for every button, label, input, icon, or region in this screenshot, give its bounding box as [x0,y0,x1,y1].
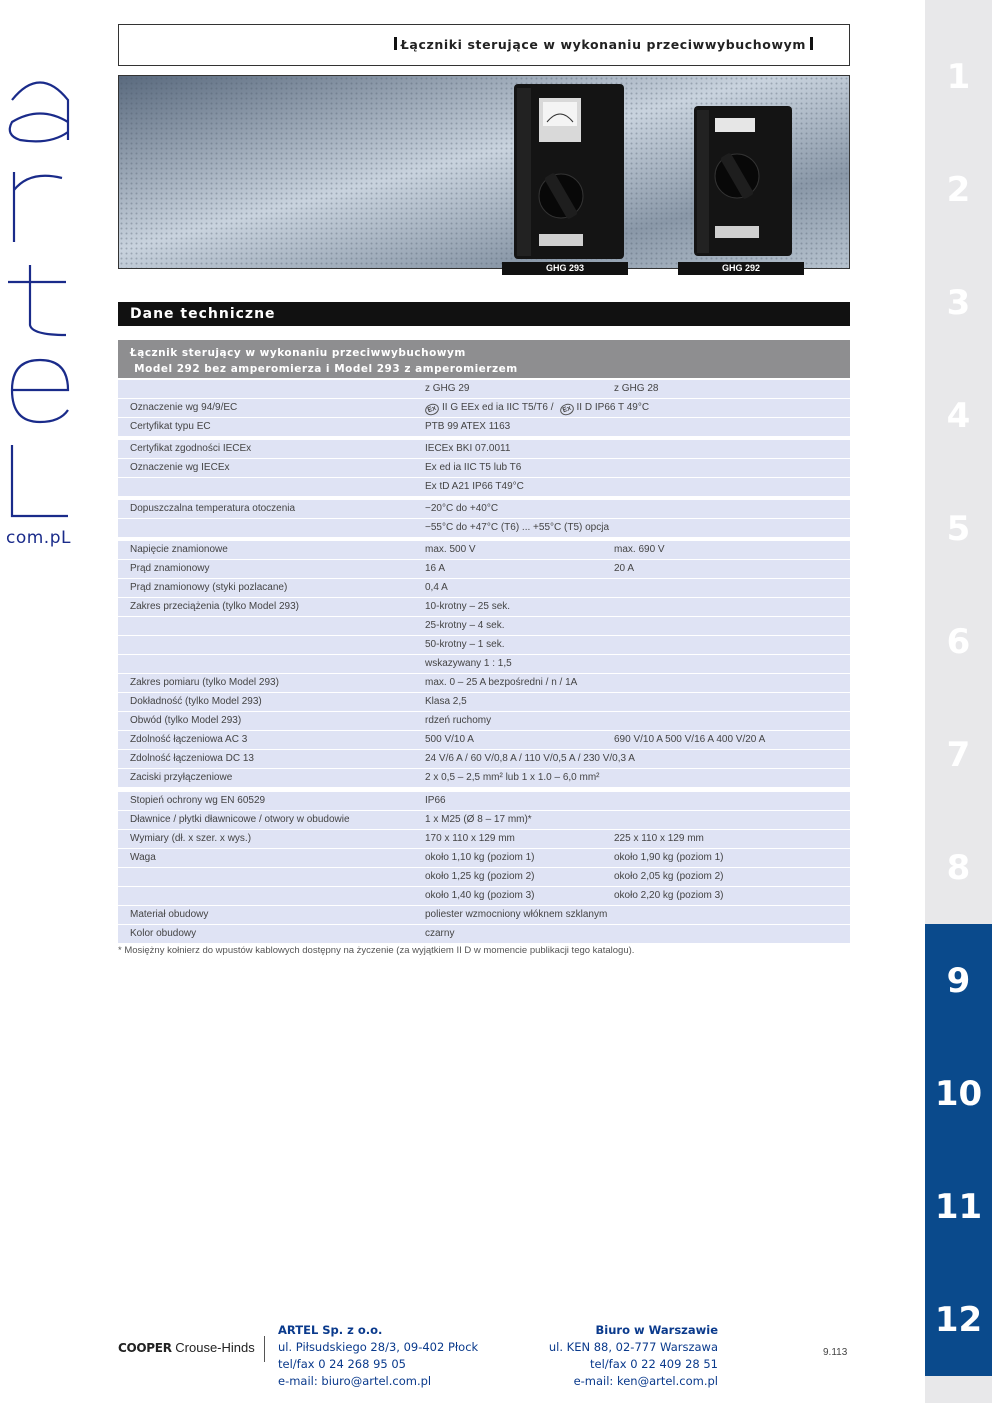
cooper-logo [118,1340,255,1355]
chapter-tabs [925,0,992,1403]
row-value-primary: 24 V/6 A / 60 V/0,8 A / 110 V/0,5 A / 230 V/0,3 A [425,753,635,764]
table-row [118,519,850,537]
row-value-secondary: z GHG 28 [614,383,659,394]
chapter-tab-3[interactable]: 3 [946,282,971,323]
table-header [118,340,850,378]
table-row [118,478,850,496]
table-row [118,750,850,768]
row-value-primary: około 1,10 kg (poziom 1) [425,852,535,863]
page-number: 9.113 [823,1347,848,1358]
address-warszawa-street: ul. KEN 88, 02-777 Warszawa [548,1340,718,1354]
row-label: Dławnice / płytki dławnicowe / otwory w obudowie [130,814,350,825]
row-value-primary: −55°C do +47°C (T6) ... +55°C (T5) opcja [425,522,610,533]
row-value-primary: 10-krotny – 25 sek. [425,601,511,612]
table-row [118,440,850,458]
table-row [118,693,850,711]
table-row [118,849,850,867]
address-warszawa-title: Biuro w Warszawie [595,1323,718,1337]
table-row [118,792,850,810]
table-row [118,579,850,597]
address-plock-street: ul. Piłsudskiego 28/3, 09-402 Płock [278,1340,479,1354]
row-value-primary: 25-krotny – 4 sek. [425,620,505,631]
row-value-primary: 170 x 110 x 129 mm [425,833,515,844]
row-value-secondary: max. 690 V [614,544,665,555]
row-label: Zakres przeciążenia (tylko Model 293) [130,601,299,612]
chapter-tab-7[interactable]: 7 [946,734,971,775]
row-label: Napięcie znamionowe [130,544,228,555]
table-row [118,712,850,730]
row-label: Certyfikat typu EC [130,421,211,432]
product-photo [119,76,850,269]
address-plock-title: ARTEL Sp. z o.o. [278,1323,383,1337]
chapter-tab-12[interactable]: 12 [925,1263,992,1376]
row-label: Prąd znamionowy (styki pozlacane) [130,582,288,593]
header-title-text: Łączniki sterujące w wykonaniu przeciwwybuchowym [400,37,806,52]
row-value-primary: 2 x 0,5 – 2,5 mm² lub 1 x 1.0 – 6,0 mm² [425,772,600,783]
row-value-primary: 500 V/10 A [425,734,474,745]
row-label: Dokładność (tylko Model 293) [130,696,262,707]
table-row [118,868,850,886]
row-value-secondary: około 2,20 kg (poziom 3) [614,890,724,901]
row-value-secondary: około 1,90 kg (poziom 1) [614,852,724,863]
row-value-primary: czarny [425,928,455,939]
row-value-primary [425,399,649,417]
chapter-tab-4[interactable]: 4 [946,395,971,436]
row-label: Kolor obudowy [130,928,197,939]
row-value-primary: max. 0 – 25 A bezpośredni / n / 1A [425,677,578,688]
table-row [118,887,850,905]
row-value-primary: 1 x M25 (Ø 8 – 17 mm)* [425,814,532,825]
row-value-secondary: około 2,05 kg (poziom 2) [614,871,724,882]
table-row [118,731,850,749]
header-title [390,37,817,52]
header-box [118,24,850,66]
table-row [118,459,850,477]
row-label: Oznaczenie wg IECEx [130,462,230,473]
row-label: Materiał obudowy [130,909,209,920]
table-row [118,598,850,616]
row-value-primary: 16 A [425,563,446,574]
row-label: Wymiary (dł. x szer. x wys.) [130,833,252,844]
table-row [118,925,850,943]
row-value-primary: −20°C do +40°C [425,503,499,514]
footnote: * Mosiężny kołnierz do wpustów kablowych dostępny na życzenie (za wyjątkiem II D w momencie publikacji tego katalogu). [118,945,635,956]
row-value-primary: około 1,40 kg (poziom 3) [425,890,535,901]
row-label: Dopuszczalna temperatura otoczenia [130,503,296,514]
table-row [118,500,850,518]
row-label: Zakres pomiaru (tylko Model 293) [130,677,279,688]
logo-domain: com.pL [6,528,71,548]
cooper-brand-bold: COOPER [118,1341,172,1355]
row-value-primary: rdzeń ruchomy [425,715,492,726]
row-label: Certyfikat zgodności IECEx [130,443,252,454]
row-label: Zaciski przyłączeniowe [130,772,233,783]
ghg-292-device [694,106,792,256]
table-row [118,674,850,692]
table-row [118,418,850,436]
caption-ghg-293: GHG 293 [502,262,628,275]
row-value-primary: Klasa 2,5 [425,696,467,707]
ghg-293-device [514,84,624,259]
chapter-tab-5[interactable]: 5 [946,508,971,549]
row-value-primary: IECEx BKI 07.0011 [425,443,511,454]
table-row [118,380,850,398]
row-value-primary-text: II G EEx ed ia IIC T5/T6 / [442,402,554,413]
address-warszawa [549,1322,718,1390]
chapter-tab-9[interactable]: 9 [925,924,992,1037]
chapter-tab-1[interactable]: 1 [946,56,971,97]
chapter-tab-10[interactable]: 10 [925,1037,992,1150]
footer-divider [264,1336,265,1362]
table-row [118,830,850,848]
row-value-primary: Ex tD A21 IP66 T49°C [425,481,524,492]
caption-ghg-292: GHG 292 [678,262,804,275]
chapter-tab-2[interactable]: 2 [946,169,971,210]
row-label: Stopień ochrony wg EN 60529 [130,795,266,806]
row-label: Obwód (tylko Model 293) [130,715,242,726]
row-label: Zdolność łączeniowa DC 13 [130,753,254,764]
row-value-secondary: 20 A [614,563,635,574]
chapter-tab-6[interactable]: 6 [946,621,971,662]
ex-mark-icon: Ex [558,402,575,417]
table-row [118,655,850,673]
section-heading: Dane techniczne [118,302,850,326]
row-value-primary: wskazywany 1 : 1,5 [425,658,512,669]
chapter-tab-11[interactable]: 11 [925,1150,992,1263]
row-label: Prąd znamionowy [130,563,210,574]
row-value-primary: max. 500 V [425,544,476,555]
row-value-secondary: 690 V/10 A 500 V/16 A 400 V/20 A [614,734,766,745]
table-title-line1: Łącznik sterujący w wykonaniu przeciwwybuchowym [130,347,466,359]
row-value-secondary: 225 x 110 x 129 mm [614,833,704,844]
row-value-primary: IP66 [425,795,446,806]
row-label: Zdolność łączeniowa AC 3 [130,734,248,745]
table-row [118,811,850,829]
row-value-primary: około 1,25 kg (poziom 2) [425,871,535,882]
row-value-secondary-text: II D IP66 T 49°C [576,402,650,413]
address-plock-phone: tel/fax 0 24 268 95 05 [278,1357,406,1371]
hero-image [118,75,850,269]
table-row [118,636,850,654]
row-value-primary: z GHG 29 [425,383,470,394]
row-value-primary: poliester wzmocniony włóknem szklanym [425,909,608,920]
artel-logo [0,60,90,560]
chapter-tab-8[interactable]: 8 [946,847,971,888]
row-value-primary: PTB 99 ATEX 1163 [425,421,511,432]
table-row [118,399,850,417]
row-value-primary: Ex ed ia IIC T5 lub T6 [425,462,522,473]
cooper-brand-rest: Crouse-Hinds [171,1340,255,1355]
table-row [118,541,850,559]
row-label: Oznaczenie wg 94/9/EC [130,402,238,413]
table-title-line2: Model 292 bez amperomierza i Model 293 z amperomierzem [130,363,518,375]
address-plock-email[interactable]: e-mail: biuro@artel.com.pl [278,1374,432,1388]
row-value-primary: 50-krotny – 1 sek. [425,639,505,650]
address-warszawa-email[interactable]: e-mail: ken@artel.com.pl [573,1374,718,1388]
table-row [118,906,850,924]
table-row [118,560,850,578]
row-value-primary: 0,4 A [425,582,448,593]
address-warszawa-phone: tel/fax 0 22 409 28 51 [590,1357,718,1371]
row-label: Waga [130,852,156,863]
table-row [118,769,850,787]
table-row [118,617,850,635]
ex-mark-icon: Ex [424,402,441,417]
address-plock [278,1322,478,1390]
